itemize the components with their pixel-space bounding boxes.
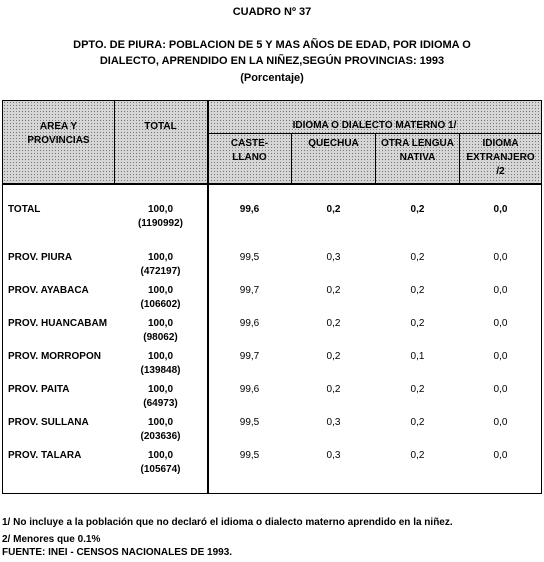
row-otra: 0,2 bbox=[410, 252, 425, 263]
row-total bbox=[114, 350, 207, 378]
header-castellano: CASTE- LLANO bbox=[230, 138, 269, 163]
source-note: FUENTE: INEI - CENSOS NACIONALES DE 1993. bbox=[2, 547, 233, 558]
row-total bbox=[114, 317, 207, 345]
row-total-abs: (139848) bbox=[140, 365, 181, 376]
row-extranjero: 0,0 bbox=[493, 450, 508, 461]
header-total: TOTAL bbox=[144, 121, 177, 132]
divider-area-total bbox=[114, 101, 115, 185]
row-otra: 0,2 bbox=[410, 417, 425, 428]
header-otra-lengua: OTRA LENGUA NATIVA bbox=[381, 138, 454, 163]
row-castellano: 99,6 bbox=[239, 318, 260, 329]
title-cuadro: CUADRO Nº 37 bbox=[232, 6, 312, 18]
row-total-abs: (64973) bbox=[143, 398, 178, 409]
header-area: AREA Y PROVINCIAS bbox=[27, 121, 90, 146]
row-extranjero: 0,0 bbox=[493, 252, 508, 263]
row-quechua: 0,3 bbox=[326, 252, 341, 263]
row-castellano: 99,7 bbox=[239, 351, 260, 362]
row-otra: 0,1 bbox=[410, 351, 425, 362]
row-castellano: 99,5 bbox=[239, 417, 260, 428]
row-quechua: 0,3 bbox=[326, 450, 341, 461]
row-quechua: 0,2 bbox=[326, 285, 341, 296]
row-extranjero: 0,0 bbox=[493, 204, 508, 215]
data-table bbox=[2, 100, 542, 494]
row-castellano: 99,5 bbox=[239, 450, 260, 461]
row-extranjero: 0,0 bbox=[493, 417, 508, 428]
row-total bbox=[114, 449, 207, 477]
row-total bbox=[114, 416, 207, 444]
row-otra: 0,2 bbox=[410, 285, 425, 296]
row-quechua: 0,2 bbox=[326, 384, 341, 395]
row-total-abs: (472197) bbox=[140, 266, 181, 277]
row-otra: 0,2 bbox=[410, 318, 425, 329]
row-total-abs: (105674) bbox=[140, 464, 181, 475]
row-total bbox=[114, 251, 207, 279]
row-total-abs: (106602) bbox=[140, 299, 181, 310]
title-line-2: DIALECTO, APRENDIDO EN LA NIÑEZ,SEGÚN PROVINCIAS: 1993 bbox=[99, 55, 445, 67]
row-castellano: 99,5 bbox=[239, 252, 260, 263]
row-total-pct: 100,0 bbox=[147, 285, 174, 296]
row-area: PROV. SULLANA bbox=[8, 417, 89, 428]
row-castellano: 99,6 bbox=[239, 384, 260, 395]
footnote-2: 2/ Menores que 0.1% bbox=[2, 534, 101, 545]
row-extranjero: 0,0 bbox=[493, 318, 508, 329]
row-castellano: 99,7 bbox=[239, 285, 260, 296]
header-quechua: QUECHUA bbox=[308, 138, 359, 149]
row-total bbox=[114, 383, 207, 411]
row-area: PROV. TALARA bbox=[8, 450, 82, 461]
row-total-pct: 100,0 bbox=[147, 384, 174, 395]
row-area: TOTAL bbox=[8, 204, 41, 215]
row-total-abs: (203636) bbox=[140, 431, 181, 442]
header-idioma-group: IDIOMA O DIALECTO MATERNO 1/ bbox=[292, 120, 457, 131]
row-area: PROV. AYABACA bbox=[8, 285, 89, 296]
row-otra: 0,2 bbox=[410, 204, 425, 215]
header-extranjero: IDIOMA EXTRANJERO /2 bbox=[466, 138, 535, 177]
row-castellano: 99,6 bbox=[239, 204, 260, 215]
row-area: PROV. MORROPON bbox=[8, 351, 101, 362]
row-total-pct: 100,0 bbox=[147, 450, 174, 461]
row-otra: 0,2 bbox=[410, 384, 425, 395]
row-extranjero: 0,0 bbox=[493, 351, 508, 362]
row-quechua: 0,2 bbox=[326, 204, 341, 215]
row-total-pct: 100,0 bbox=[147, 417, 174, 428]
row-extranjero: 0,0 bbox=[493, 384, 508, 395]
row-area: PROV. PAITA bbox=[8, 384, 70, 395]
divider-group bbox=[208, 133, 541, 134]
row-quechua: 0,2 bbox=[326, 318, 341, 329]
row-total bbox=[114, 284, 207, 312]
row-area: PROV. HUANCABAM bbox=[8, 318, 108, 329]
footnote-1: 1/ No incluye a la población que no declaró el idioma o dialecto materno aprendido en la niñez. bbox=[2, 517, 453, 528]
row-total-pct: 100,0 bbox=[147, 318, 174, 329]
row-total-pct: 100,0 bbox=[147, 252, 174, 263]
row-area: PROV. PIURA bbox=[8, 252, 73, 263]
row-total bbox=[114, 203, 207, 231]
row-total-abs: (1190992) bbox=[137, 218, 184, 229]
title-units: (Porcentaje) bbox=[240, 72, 304, 84]
row-quechua: 0,2 bbox=[326, 351, 341, 362]
row-quechua: 0,3 bbox=[326, 417, 341, 428]
row-total-abs: (98062) bbox=[143, 332, 178, 343]
title-line-1: DPTO. DE PIURA: POBLACION DE 5 Y MAS AÑOS DE EDAD, POR IDIOMA O bbox=[73, 39, 471, 51]
row-total-pct: 100,0 bbox=[147, 351, 174, 362]
row-extranjero: 0,0 bbox=[493, 285, 508, 296]
row-total-pct: 100,0 bbox=[147, 204, 174, 215]
row-otra: 0,2 bbox=[410, 450, 425, 461]
